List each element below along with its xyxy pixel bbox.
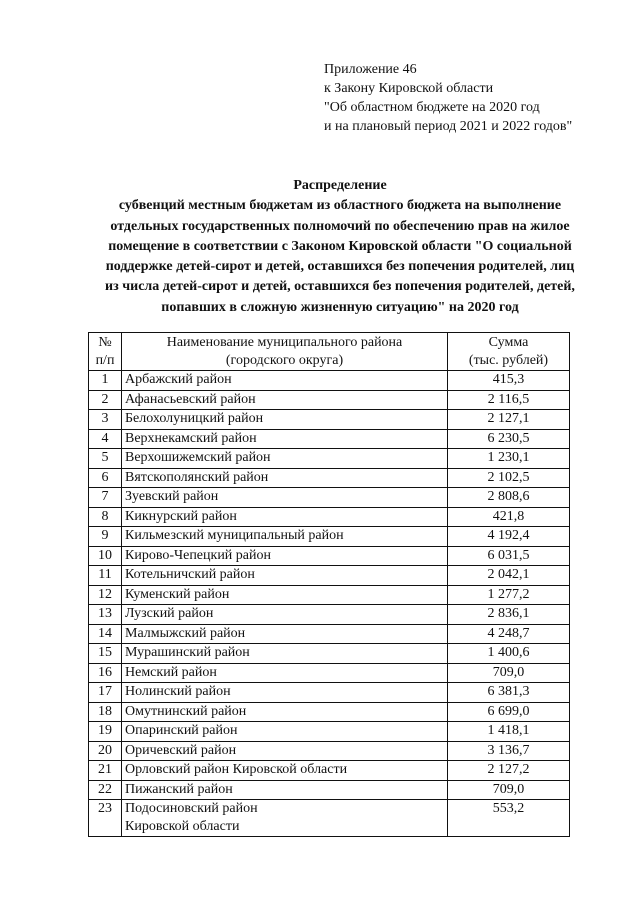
table-row (89, 546, 570, 566)
row-district-name: Зуевский район (122, 488, 448, 508)
row-number: 5 (89, 449, 122, 469)
row-number: 14 (89, 624, 122, 644)
table-row (89, 605, 570, 625)
table-row (89, 410, 570, 430)
table-row (89, 390, 570, 410)
row-sum: 1 400,6 (448, 644, 570, 664)
row-sum: 421,8 (448, 507, 570, 527)
row-number: 13 (89, 605, 122, 625)
row-sum: 553,2 (448, 800, 570, 837)
header-sum-line1: Сумма (488, 335, 529, 350)
row-district-name: Арбажский район (122, 371, 448, 391)
row-sum: 2 102,5 (448, 468, 570, 488)
row-sum: 6 230,5 (448, 429, 570, 449)
row-district-name: Кирово-Чепецкий район (122, 546, 448, 566)
table-row (89, 488, 570, 508)
row-district-name: Кильмезский муниципальный район (122, 527, 448, 547)
row-district-name: Орловский район Кировской области (122, 761, 448, 781)
row-district-name: Афанасьевский район (122, 390, 448, 410)
row-sum: 4 248,7 (448, 624, 570, 644)
row-number: 4 (89, 429, 122, 449)
row-sum: 2 836,1 (448, 605, 570, 625)
row-district-name: Мурашинский район (122, 644, 448, 664)
title-line: Распределение (293, 178, 387, 193)
row-number: 10 (89, 546, 122, 566)
table-row (89, 566, 570, 586)
row-sum: 2 042,1 (448, 566, 570, 586)
row-number: 21 (89, 761, 122, 781)
row-number: 1 (89, 371, 122, 391)
header-number (89, 333, 122, 371)
appendix-line: Приложение 46 (324, 62, 417, 77)
table-body (89, 371, 570, 837)
row-district-name: Омутнинский район (122, 702, 448, 722)
table-row (89, 800, 570, 837)
row-number: 17 (89, 683, 122, 703)
row-number: 18 (89, 702, 122, 722)
appendix-line: к Закону Кировской области (324, 81, 494, 96)
row-sum: 2 127,1 (448, 410, 570, 430)
row-number: 11 (89, 566, 122, 586)
row-sum: 1 418,1 (448, 722, 570, 742)
row-sum: 2 116,5 (448, 390, 570, 410)
row-district-name: Верхошижемский район (122, 449, 448, 469)
row-number: 20 (89, 741, 122, 761)
row-district-name: Куменский район (122, 585, 448, 605)
row-number: 6 (89, 468, 122, 488)
document-title (40, 176, 640, 318)
table-row (89, 449, 570, 469)
row-sum: 2 808,6 (448, 488, 570, 508)
header-number-line2: п/п (95, 353, 115, 368)
header-sum (448, 333, 570, 371)
row-number: 15 (89, 644, 122, 664)
table-row (89, 702, 570, 722)
row-sum: 1 277,2 (448, 585, 570, 605)
subventions-table (88, 332, 570, 837)
row-district-name: Немский район (122, 663, 448, 683)
table-row (89, 663, 570, 683)
table-row (89, 468, 570, 488)
table-row (89, 585, 570, 605)
row-number: 12 (89, 585, 122, 605)
row-number: 16 (89, 663, 122, 683)
table-row (89, 624, 570, 644)
table-row (89, 722, 570, 742)
title-line: помещение в соответствии с Законом Кировской области "О социальной (108, 238, 572, 254)
row-number: 23 (89, 800, 122, 837)
row-district-name: Оричевский район (122, 741, 448, 761)
row-sum: 3 136,7 (448, 741, 570, 761)
row-district-name: Малмыжский район (122, 624, 448, 644)
table-row (89, 683, 570, 703)
title-line: попавших в сложную жизненную ситуацию" на 2020 год (161, 299, 519, 315)
row-sum: 709,0 (448, 780, 570, 800)
row-sum: 709,0 (448, 663, 570, 683)
row-sum: 6 031,5 (448, 546, 570, 566)
table-header (89, 333, 570, 371)
title-line: субвенций местным бюджетам из областного бюджета на выполнение (118, 198, 562, 214)
row-district-name: Лузский район (122, 605, 448, 625)
table-row (89, 780, 570, 800)
row-sum: 6 699,0 (448, 702, 570, 722)
row-sum: 1 230,1 (448, 449, 570, 469)
table-row (89, 761, 570, 781)
row-sum: 2 127,2 (448, 761, 570, 781)
row-district-name: Котельничский район (122, 566, 448, 586)
header-name-line2: (городского округа) (225, 353, 344, 368)
appendix-line: и на плановый период 2021 и 2022 годов" (324, 119, 573, 134)
row-number: 2 (89, 390, 122, 410)
title-line: поддержке детей-сирот и детей, оставшихся без попечения родителей, лиц (105, 259, 575, 275)
header-number-line1: № (98, 335, 112, 350)
row-number: 9 (89, 527, 122, 547)
header-district-name (122, 333, 448, 371)
row-number: 7 (89, 488, 122, 508)
row-district-name: Верхнекамский район (122, 429, 448, 449)
table-row (89, 429, 570, 449)
appendix-line: "Об областном бюджете на 2020 год (324, 100, 540, 115)
row-district-name: Опаринский район (122, 722, 448, 742)
table-row (89, 644, 570, 664)
row-district-name-line1: Подосиновский район (125, 801, 258, 816)
appendix-header (324, 60, 572, 136)
table-row (89, 371, 570, 391)
table-row (89, 527, 570, 547)
row-sum: 415,3 (448, 371, 570, 391)
row-number: 22 (89, 780, 122, 800)
table-row (89, 741, 570, 761)
row-district-name (122, 800, 448, 837)
title-line: из числа детей-сирот и детей, оставшихся без попечения родителей, детей, (105, 279, 575, 295)
row-number: 3 (89, 410, 122, 430)
row-district-name: Вятскополянский район (122, 468, 448, 488)
row-district-name: Нолинский район (122, 683, 448, 703)
row-district-name: Белохолуницкий район (122, 410, 448, 430)
table-row (89, 507, 570, 527)
row-district-name: Кикнурский район (122, 507, 448, 527)
header-sum-line2: (тыс. рублей) (468, 353, 549, 368)
row-district-name: Пижанский район (122, 780, 448, 800)
row-number: 8 (89, 507, 122, 527)
header-name-line1: Наименование муниципального района (166, 335, 403, 350)
row-sum: 6 381,3 (448, 683, 570, 703)
row-sum: 4 192,4 (448, 527, 570, 547)
row-number: 19 (89, 722, 122, 742)
header-row (89, 333, 570, 371)
row-district-name-line2: Кировской области (125, 819, 240, 834)
title-line: отдельных государственных полномочий по обеспечению прав на жилое (110, 218, 570, 234)
